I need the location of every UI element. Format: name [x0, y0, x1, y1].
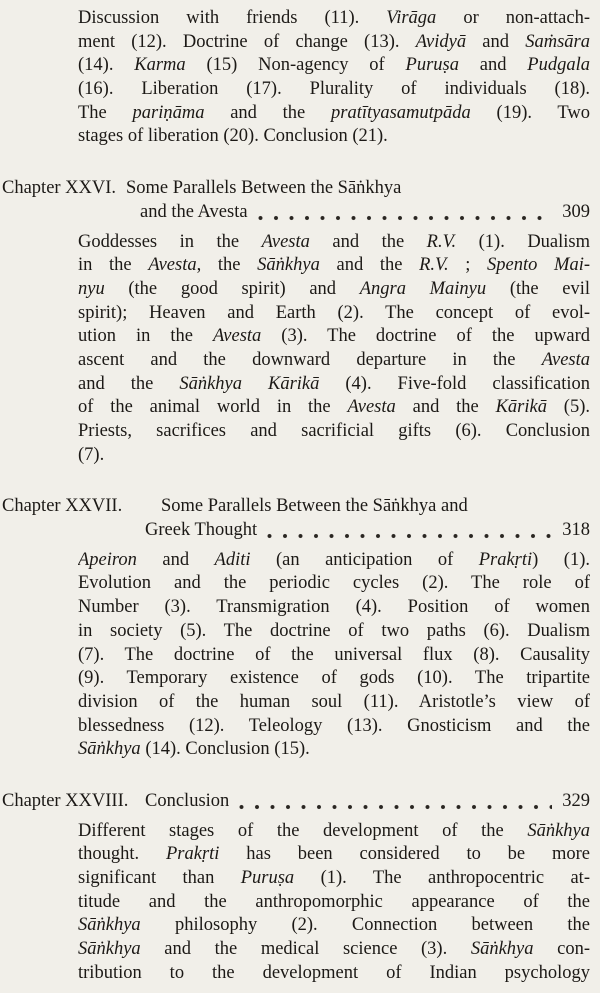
chapter-label: Chapter XXVI.	[2, 178, 117, 199]
summary-line: significant than Puruṣa (1). The anthropocentric at-	[78, 868, 590, 888]
summary-line: Sāṅkhya philosophy (2). Connection between the	[78, 915, 590, 936]
summary-line: division of the human soul (11). Aristotle’s view of	[78, 691, 590, 712]
summary-line: in the Avesta, the Sāṅkhya and the R.V. ; Spento Mai-	[78, 255, 590, 276]
summary-line: Apeiron and Aditi (an anticipation of Prakṛti) (1).	[78, 549, 590, 570]
chapter-summary	[78, 820, 590, 986]
summary-line: Discussion with friends (11). Virāga or non-attach-	[78, 8, 590, 28]
page-number: 309	[562, 201, 590, 222]
summary-line: (14). Karma (15) Non-agency of Puruṣa and Pudgala	[78, 55, 590, 76]
chapter-summary	[78, 549, 590, 762]
chapter-label: Chapter XXVII.	[2, 496, 123, 517]
chapter-title-line	[145, 519, 590, 543]
continued-summary	[78, 7, 590, 149]
summary-line: of the animal world in the Avesta and the Kārikā (5).	[78, 397, 590, 418]
summary-line: Evolution and the periodic cycles (2). The role of	[78, 573, 590, 594]
chapter-title-text: Conclusion	[145, 790, 230, 811]
summary-line: and the Sāṅkhya Kārikā (4). Five-fold classification	[78, 373, 590, 394]
chapter-title-text: Some Parallels Between the Sāṅkhya	[126, 178, 402, 199]
summary-line: Goddesses in the Avesta and the R.V. (1). Dualism	[78, 231, 590, 252]
chapter-title-text: Some Parallels Between the Sāṅkhya and	[161, 496, 468, 517]
summary-line: (7).	[78, 444, 105, 465]
dot-leader	[248, 201, 563, 225]
chapter-heading	[0, 177, 590, 224]
summary-line: ment (12). Doctrine of change (13). Avidyā and Saṁsāra	[78, 31, 590, 52]
summary-line: in society (5). The doctrine of two paths (6). Dualism	[78, 620, 590, 641]
summary-line: Sāṅkhya and the medical science (3). Sāṅkhya con-	[78, 939, 590, 960]
dot-leader	[229, 790, 562, 814]
summary-line: (9). Temporary existence of gods (10). The tripartite	[78, 668, 590, 689]
summary-line: (16). Liberation (17). Plurality of individuals (18).	[78, 79, 590, 100]
summary-line: Different stages of the development of the Sāṅkhya	[78, 820, 590, 841]
summary-line: (7). The doctrine of the universal flux (8). Causality	[78, 644, 590, 665]
summary-line: tribution to the development of Indian psychology	[78, 962, 590, 983]
chapter-heading	[0, 790, 590, 814]
toc-content	[0, 7, 600, 985]
chapter-title-line	[126, 177, 590, 201]
summary-line: thought. Prakṛti has been considered to be more	[78, 844, 590, 865]
chapter-title-text: Greek Thought	[145, 520, 258, 541]
chapter-heading	[0, 495, 590, 542]
page-number: 318	[562, 520, 590, 541]
page-number: 329	[562, 790, 590, 811]
chapter-title-line	[145, 790, 590, 814]
chapter-title-text: and the Avesta	[140, 201, 248, 222]
summary-line: spirit); Heaven and Earth (2). The concept of evol-	[78, 302, 590, 323]
dot-leader	[257, 519, 562, 543]
summary-line: Sāṅkhya (14). Conclusion (15).	[78, 739, 310, 760]
chapter-label: Chapter XXVIII.	[2, 790, 129, 811]
summary-line: nyu (the good spirit) and Angra Mainyu (the evil	[78, 278, 590, 299]
summary-line: The pariṇāma and the pratītyasamutpāda (19). Two	[78, 102, 590, 123]
summary-line: Priests, sacrifices and sacrificial gifts (6). Conclusion	[78, 421, 590, 441]
chapter-title-line	[140, 201, 590, 225]
summary-line: stages of liberation (20). Conclusion (21).	[78, 126, 388, 147]
chapter-summary	[78, 231, 590, 468]
summary-line: ascent and the downward departure in the Avesta	[78, 349, 590, 370]
summary-line: Number (3). Transmigration (4). Position of women	[78, 597, 590, 618]
summary-line: ution in the Avesta (3). The doctrine of the upward	[78, 326, 590, 347]
summary-line: titude and the anthropomorphic appearance of the	[78, 891, 590, 912]
chapter-title-line	[161, 495, 590, 519]
summary-line: blessedness (12). Teleology (13). Gnosticism and the	[78, 715, 590, 736]
